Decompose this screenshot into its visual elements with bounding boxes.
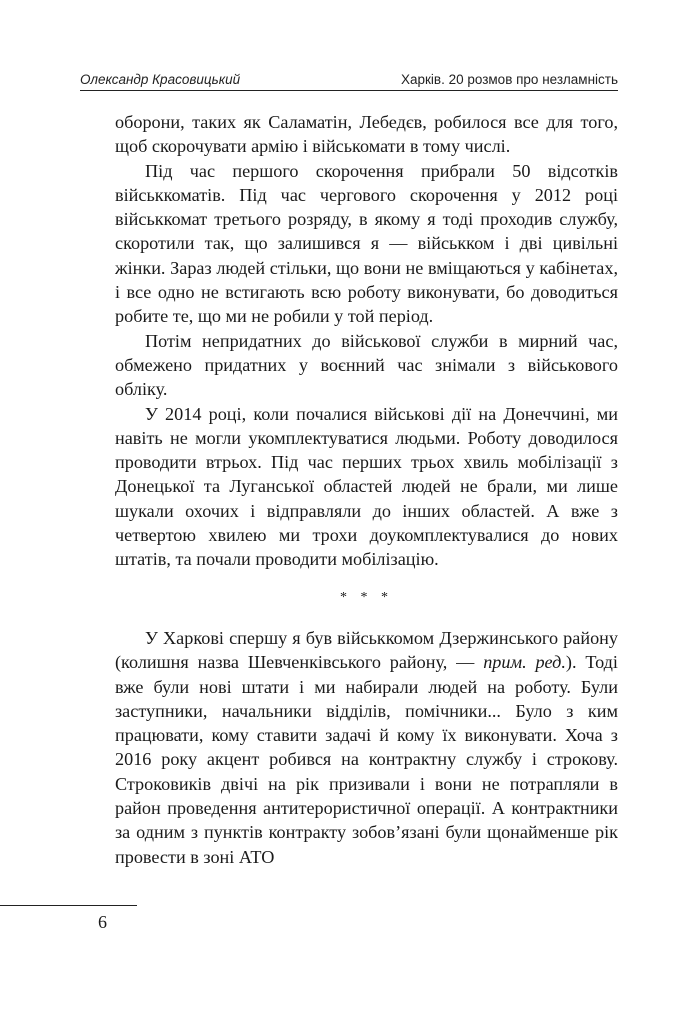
header-author: Олександр Красовицький bbox=[80, 72, 241, 87]
section-separator: * * * bbox=[340, 589, 393, 605]
footer-rule bbox=[0, 905, 137, 906]
paragraph-text: У Харкові спершу я був військкомом Дзержинського району (колишня назва Шевченківського району, — bbox=[115, 627, 618, 673]
paragraph-text: ). Тоді вже були нові штати і ми набирали людей на роботу. Були заступники, начальники відділів, помічники... Було з ким працювати, кому ставити задачі й кому їх виконувати. Хоча з 2016 року акцент робився на контрактну службу і строкову. Строковиків двічі на рік призивали і вони не потрапляли в район проведення антитерористичної операції. А контрактники за одним з пунктів контракту зобов’язані були щонайменше рік провести в зоні АТО bbox=[115, 652, 618, 867]
editor-note: прим. ред. bbox=[483, 652, 566, 673]
paragraph bbox=[115, 626, 618, 869]
paragraph: У 2014 році, коли почалися військові дії на Донеччині, ми навіть не могли укомплектуватися людьми. Роботу доводилося проводити втрьох. Під час перших трьох хвиль мобілізації з Донецької та Луганської областей людей не брали, ми лише шукали охочих і відправляли до інших областей. А вже з четвертою хвилею ми трохи доукомплектувалися до нових штатів, та почали проводити мобілізацію. bbox=[115, 403, 618, 570]
paragraph: Під час першого скорочення прибрали 50 відсотків військкоматів. Під час чергового скорочення у 2012 році військкомат третього розряду, в якому я тоді проходив службу, скоротили так, що залишився я — військком і дві цивільні жінки. Зараз людей стільки, що вони не вміщаються у кабінетах, і все одно не встигають всю роботу виконувати, бо доводиться робите те, що ми не робили у той період. bbox=[115, 160, 618, 327]
header-book-title: Харків. 20 розмов про незламність bbox=[400, 72, 618, 87]
page-body bbox=[115, 110, 618, 869]
paragraph: оборони, таких як Саламатін, Лебедєв, робилося все для того, щоб скорочувати армію і військомати в тому числі. bbox=[115, 112, 618, 157]
page-number: 6 bbox=[98, 912, 107, 932]
paragraph: Потім непридатних до військової служби в мирний час, обмежено придатних у воєнний час знімали з військового обліку. bbox=[115, 330, 618, 400]
running-header bbox=[80, 72, 618, 91]
